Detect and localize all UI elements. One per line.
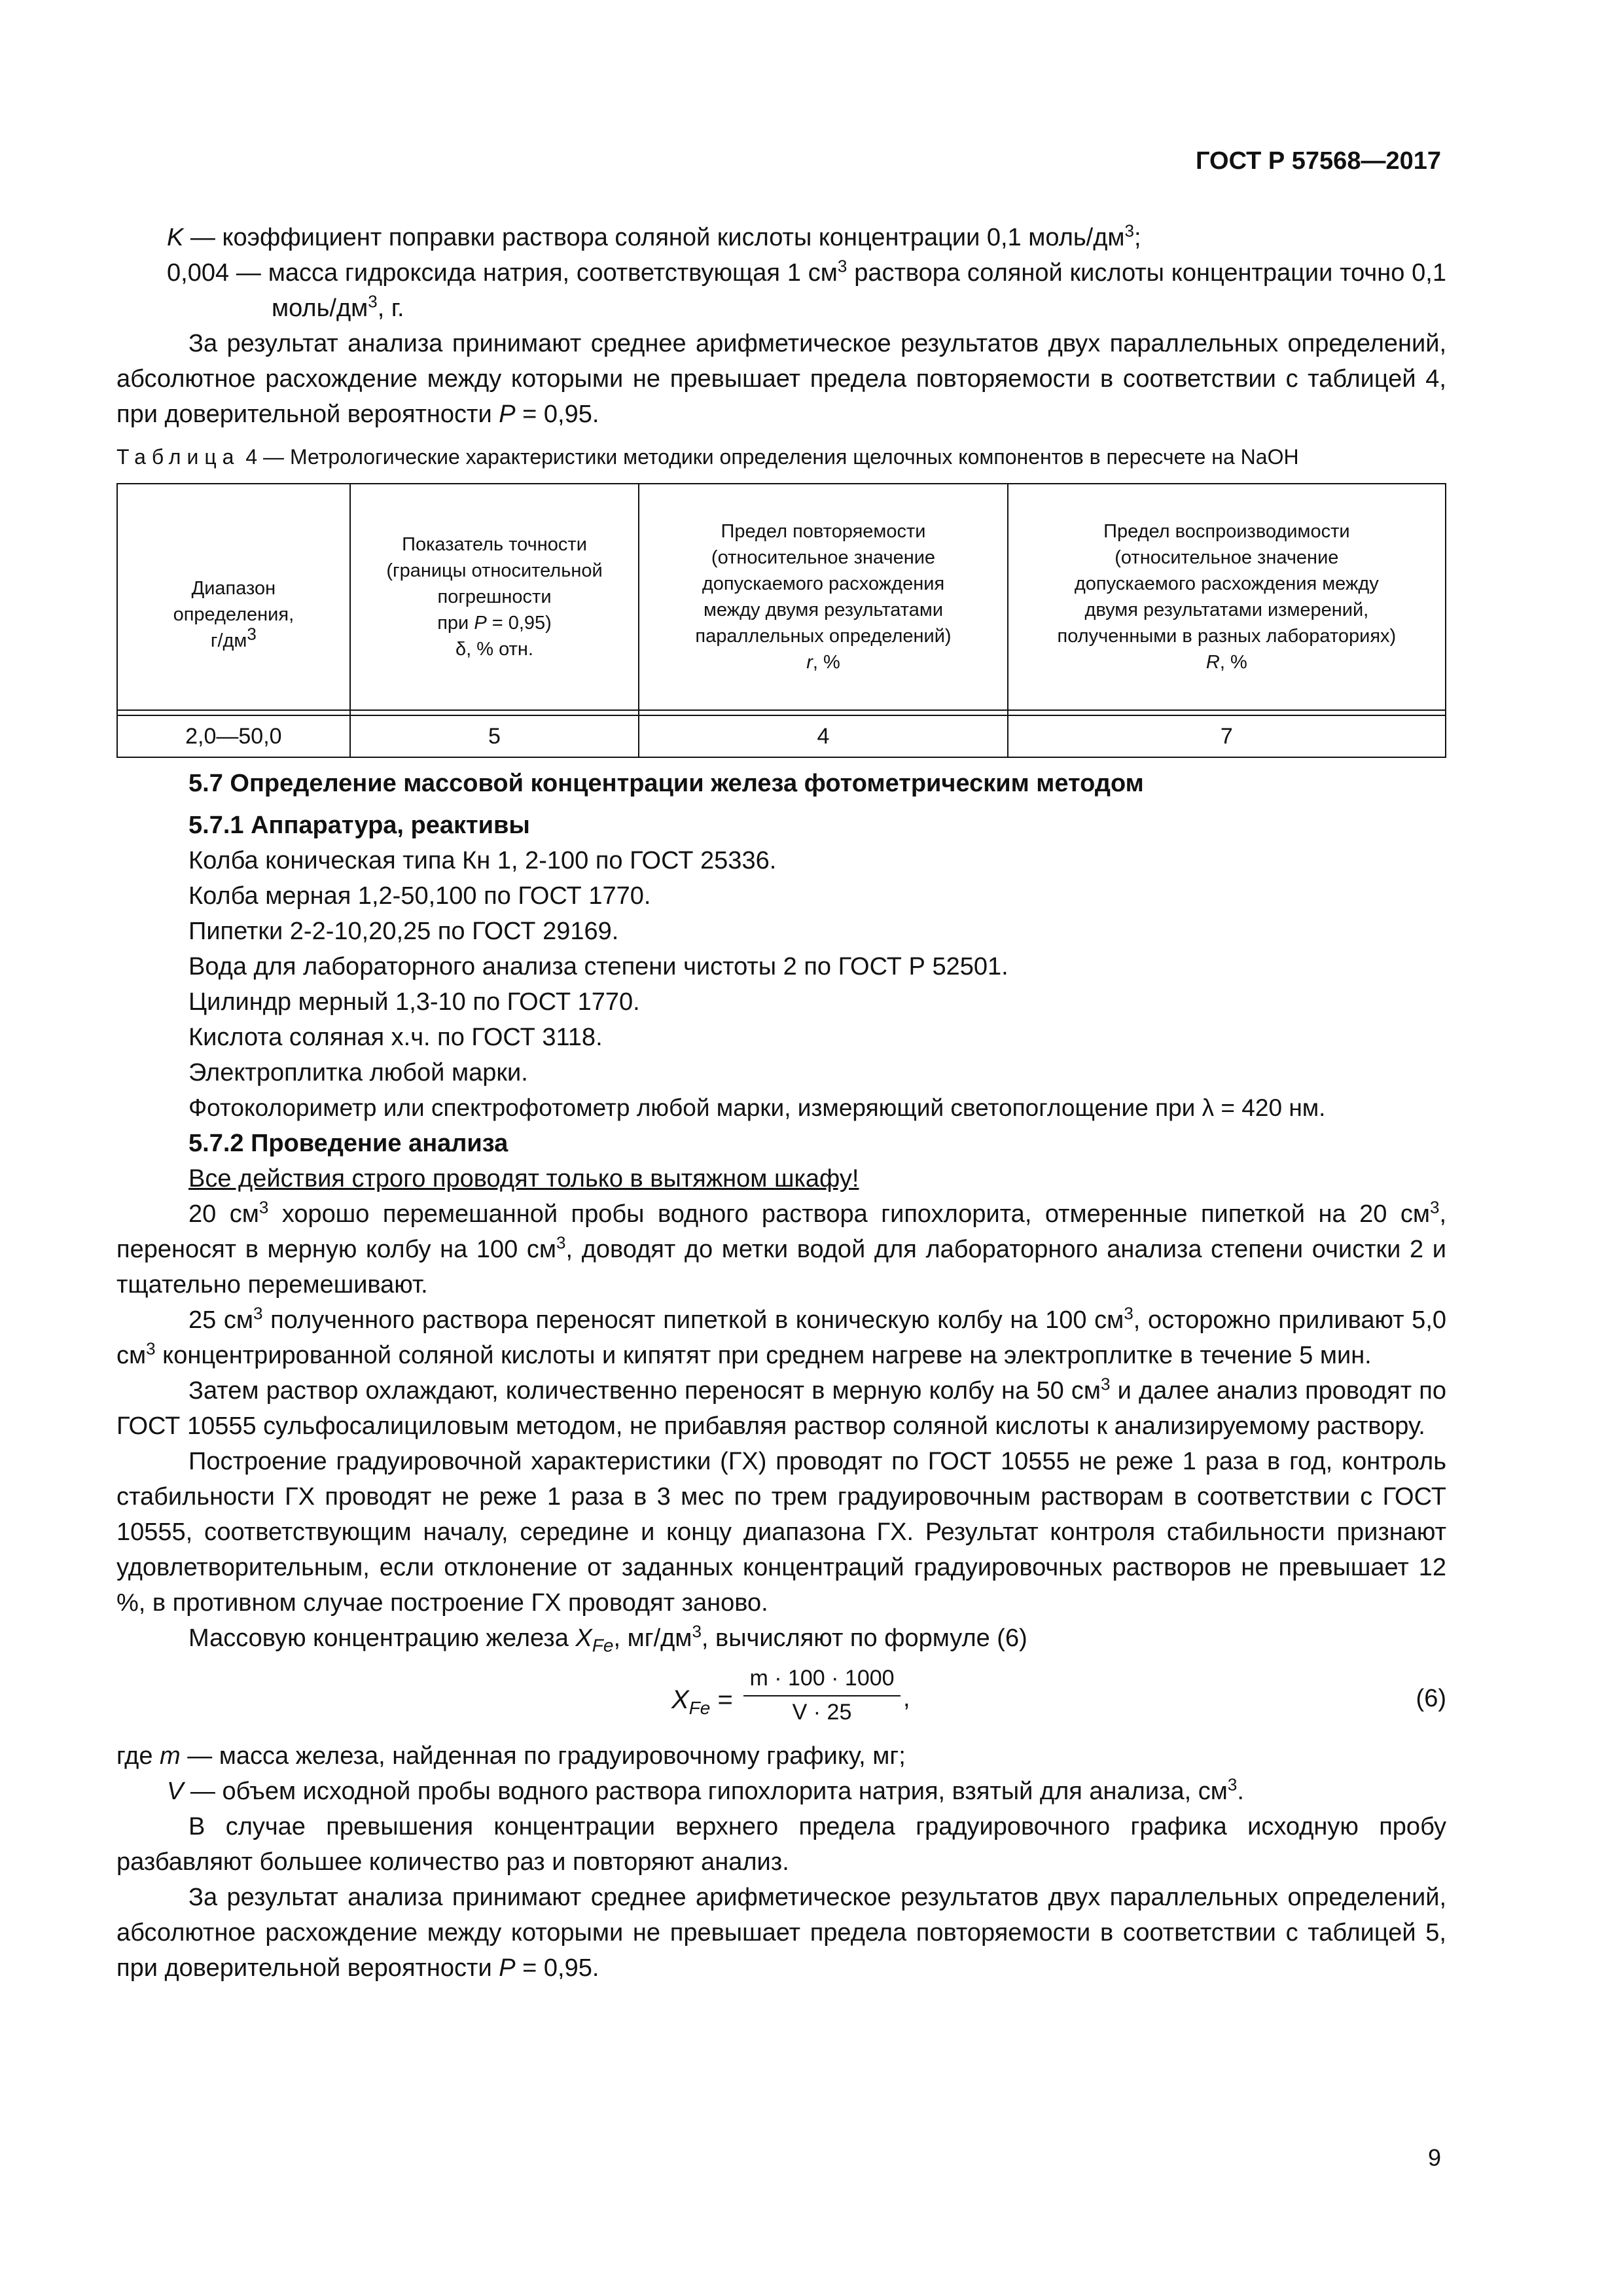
table-row: [117, 715, 1446, 757]
section-5-7-title: 5.7 Определение массовой концентрации железа фотометрическим методом: [188, 770, 1144, 797]
table-4: [116, 483, 1446, 758]
equation-number: (6): [1416, 1685, 1446, 1712]
page-number: 9: [1427, 2144, 1441, 2171]
table-header-row: [117, 484, 1446, 710]
table-separator-row: [117, 710, 1446, 715]
table-4-caption: Таблица 4 — Метрологические характеристики методики определения щелочных компонентов в пересчете на NaOH: [116, 445, 1299, 469]
formula-lhs: $X_{Fe}$ =: [671, 1685, 733, 1718]
where-v: V — объем исходной пробы водного раствора гипохлорита натрия, взятый для анализа, $см^3$.: [167, 1774, 1244, 1805]
paragraph-4: Построение градуировочной характеристики (ГХ) проводят по ГОСТ 10555 не реже 1 раза в год, контроль стабильности ГХ проводят не реже 1 раза в 3 мес по трем градуировочным растворам в соответствии с ГОСТ 10555, соответствующим началу, середине и концу диапазона ГХ. Результат контроля стабильности признают удовлетворительным, если отклонение от заданных концентраций градуировочных растворов не превышает 12 %, в противном случае построение ГХ проводят заново.: [116, 1448, 1446, 1617]
list-item: Кислота соляная х.ч. по ГОСТ 3118.: [188, 1024, 603, 1051]
formula-denominator: V · 25: [792, 1700, 852, 1725]
paragraph-result-1: За результат анализа принимают среднее арифметическое результатов двух параллельных определений, абсолютное расхождение между которыми не превышает предела повторяемости в соответствии с таблицей 4, при доверительной вероятности P = 0,95.: [116, 330, 1446, 428]
paragraph-7: За результат анализа принимают среднее арифметическое результатов двух параллельных определений, абсолютное расхождение между которыми не превышает предела повторяемости в соответствии с таблицей 5, при доверительной вероятности P = 0,95.: [116, 1884, 1446, 1982]
section-5-7-2-title: 5.7.2 Проведение анализа: [188, 1130, 508, 1157]
paragraph-1: 20 $см^3$ хорошо перемешанной пробы водного раствора гипохлорита, отмеренные пипеткой на 20 $см^3$, переносят в мерную колбу на 100 $см^3$, доводят до метки водой для лабораторного анализа степени очистки 2 и тщательно перемешивают.: [116, 1197, 1447, 1299]
cell-range: 2,0—50,0: [117, 715, 350, 757]
cell-reproducibility: 7: [1008, 715, 1446, 757]
formula-fraction: [743, 1662, 901, 1728]
header-repeatability: Предел повторяемости (относительное значение допускаемого расхождения между двумя результатами параллельных определений) r, %: [639, 484, 1007, 710]
header-range: Диапазон определения, $г/дм^3$: [117, 484, 350, 710]
paragraph-3: Затем раствор охлаждают, количественно переносят в мерную колбу на 50 $см^3$ и далее анализ проводят по ГОСТ 10555 сульфосалициловым методом, не прибавляя раствор соляной кислоты к анализируемому раствору.: [116, 1374, 1446, 1440]
header-accuracy: Показатель точности (границы относительной погрешности при P = 0,95) δ, % отн.: [350, 484, 639, 710]
where-m: где m — масса железа, найденная по градуировочному графику, мг;: [116, 1742, 906, 1770]
list-item: Цилиндр мерный 1,3-10 по ГОСТ 1770.: [188, 988, 640, 1016]
list-item: Колба мерная 1,2-50,100 по ГОСТ 1770.: [188, 882, 651, 910]
definition-0004: 0,004 — масса гидроксида натрия, соответствующая 1 $см^3$ раствора соляной кислоты концентрации точно 0,1 моль/$дм^3$, г.: [167, 256, 1446, 322]
warning-text: Все действия строго проводят только в вытяжном шкафу!: [188, 1165, 859, 1193]
header-reproducibility: Предел воспроизводимости (относительное значение допускаемого расхождения между двумя результатами измерений, полученными в разных лабораториях) R, %: [1008, 484, 1446, 710]
definition-k: K — коэффициент поправки раствора соляной кислоты концентрации 0,1 моль/$дм^3$;: [167, 221, 1141, 251]
list-item: Пипетки 2-2-10,20,25 по ГОСТ 29169.: [188, 918, 619, 945]
paragraph-2: 25 $см^3$ полученного раствора переносят пипеткой в коническую колбу на 100 $см^3$, осторожно приливают 5,0 $см^3$ концентрированной соляной кислоты и кипятят при среднем нагреве на электроплитке в течение 5 мин.: [116, 1303, 1447, 1369]
body-text: [116, 220, 1446, 1986]
cell-accuracy: 5: [350, 715, 639, 757]
section-5-7-1-title: 5.7.1 Аппаратура, реактивы: [188, 812, 530, 839]
document-header: ГОСТ Р 57568—2017: [1196, 147, 1441, 175]
paragraph-5: Массовую концентрацию железа $X_{Fe}$, $мг/дм^3$, вычисляют по формуле (6): [188, 1621, 1027, 1656]
formula-6: $X_{Fe}$ = $\frac{m \cdot 100 \cdot 1000}{V \cdot 25}$ , (6): [116, 1662, 1446, 1734]
list-item: Колба коническая типа Кн 1, 2-100 по ГОСТ 25336.: [188, 847, 777, 874]
formula-numerator: m · 100 · 1000: [743, 1662, 901, 1696]
list-item: Фотоколориметр или спектрофотометр любой марки, измеряющий светопоглощение при λ = 420 нм.: [188, 1094, 1326, 1121]
list-item: Вода для лабораторного анализа степени чистоты 2 по ГОСТ Р 52501.: [188, 953, 1008, 980]
paragraph-6: В случае превышения концентрации верхнего предела градуировочного графика исходную пробу разбавляют большее количество раз и повторяют анализ.: [116, 1813, 1446, 1876]
cell-repeatability: 4: [639, 715, 1007, 757]
list-item: Электроплитка любой марки.: [188, 1059, 528, 1086]
